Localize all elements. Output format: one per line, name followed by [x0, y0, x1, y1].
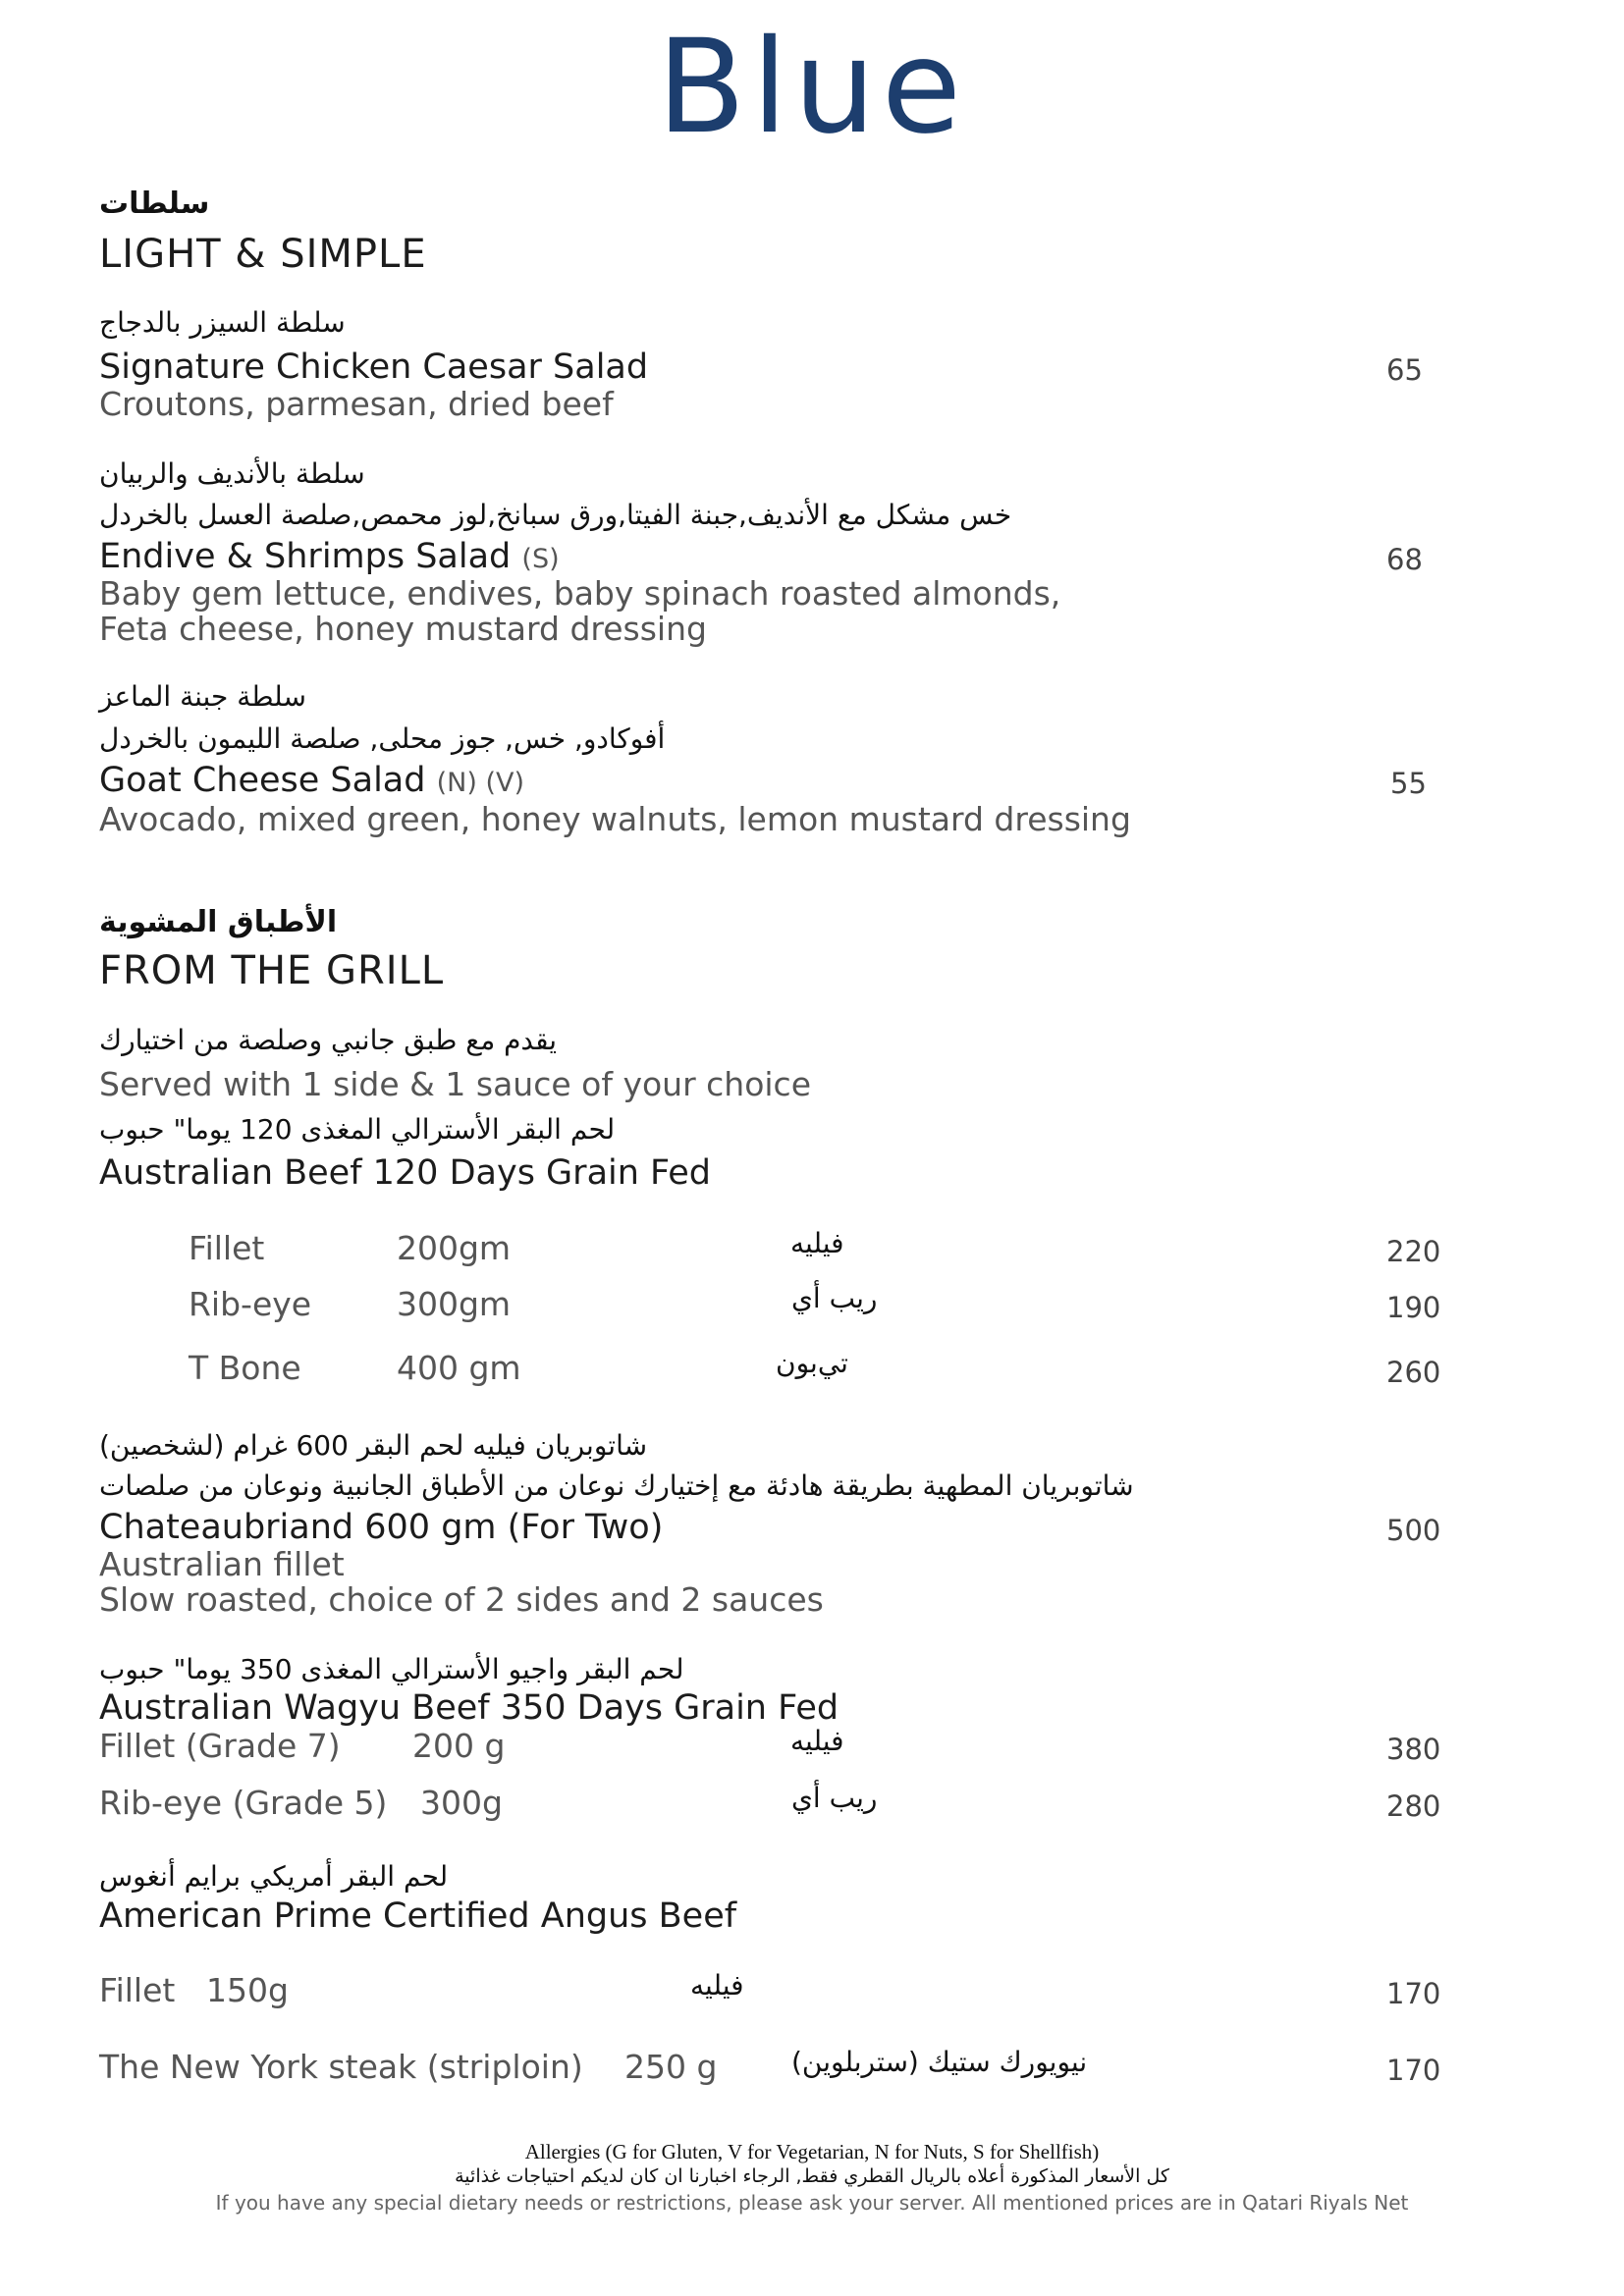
cut-name: Rib-eye — [189, 1285, 312, 1323]
item-description: Australian fillet — [99, 1545, 345, 1583]
allergen-tag: (N) (V) — [436, 768, 524, 798]
cut-name: The New York steak (striploin) — [99, 2048, 583, 2086]
item-name: Chateaubriand 600 gm (For Two) — [99, 1508, 664, 1547]
cut-price: 220 — [1386, 1235, 1441, 1268]
cut-name: Fillet — [189, 1229, 265, 1267]
cut-weight: 400 gm — [397, 1349, 521, 1387]
cut-price: 170 — [1386, 2054, 1441, 2087]
section-title-salads: LIGHT & SIMPLE — [99, 232, 427, 277]
item-name: Signature Chicken Caesar Salad — [99, 347, 649, 387]
item-name-ar: سلطة جبنة الماعز — [99, 680, 306, 713]
subsection-title: Australian Beef 120 Days Grain Fed — [99, 1153, 712, 1193]
item-price: 55 — [1390, 767, 1427, 800]
item-name-ar: سلطة السيزر بالدجاج — [99, 306, 346, 339]
cut-name-ar: فيليه — [790, 1227, 844, 1259]
item-name-ar: شاتوبريان فيليه لحم البقر 600 غرام (لشخصين) — [99, 1429, 648, 1462]
item-price: 68 — [1386, 543, 1423, 576]
item-name-text: Endive & Shrimps Salad — [99, 537, 512, 576]
footer-note-ar-text: كل الأسعار المذكورة أعلاه بالريال القطري فقط, الرجاء اخبارنا ان كان لديكم احتياجات غذائية — [455, 2165, 1169, 2187]
cut-name: T Bone — [189, 1349, 301, 1387]
subsection-title-ar: لحم البقر واجيو الأسترالي المغذى 350 يوما" حبوب — [99, 1653, 684, 1685]
cut-name: Fillet — [99, 1971, 176, 2009]
item-name-text: Goat Cheese Salad — [99, 761, 426, 800]
cut-weight: 200gm — [397, 1229, 512, 1267]
cut-price: 280 — [1386, 1789, 1441, 1823]
grill-note-ar: يقدم مع طبق جانبي وصلصة من اختيارك — [99, 1024, 558, 1056]
item-description: Feta cheese, honey mustard dressing — [99, 610, 707, 648]
item-description: Avocado, mixed green, honey walnuts, lemon mustard dressing — [99, 800, 1131, 838]
footer-note: If you have any special dietary needs or restrictions, please ask your server. All mentioned prices are in Qatari Riyals Net — [215, 2191, 1409, 2215]
cut-price: 260 — [1386, 1356, 1441, 1389]
item-description: Croutons, parmesan, dried beef — [99, 385, 614, 423]
cut-weight: 150g — [206, 1971, 289, 2009]
item-description-ar: أفوكادو, خس, جوز محلى, صلصة الليمون بالخردل — [99, 722, 666, 755]
grill-note: Served with 1 side & 1 sauce of your choice — [99, 1065, 812, 1103]
item-name — [99, 761, 524, 800]
item-name-ar: سلطة بالأنديف والربيان — [99, 457, 365, 490]
cut-price: 380 — [1386, 1733, 1441, 1766]
section-title-ar-salads: سلطات — [99, 187, 210, 221]
cut-name-ar: ريب أي — [791, 1282, 878, 1314]
subsection-title-ar: لحم البقر أمريكي برايم أنغوس — [99, 1860, 449, 1893]
cut-name: Rib-eye (Grade 5) — [99, 1784, 388, 1822]
item-price: 500 — [1386, 1514, 1441, 1547]
item-name — [99, 537, 560, 576]
cut-name-ar: ريب أي — [791, 1782, 878, 1814]
section-title-ar-grill: الأطباق المشوية — [99, 905, 338, 939]
item-description-ar: خس مشكل مع الأنديف,جبنة الفيتا,ورق سبانخ,لوز محمص,صلصة العسل بالخردل — [99, 499, 1012, 531]
cut-name-ar: تي‌بون — [776, 1347, 848, 1379]
cut-name-ar: فيليه — [690, 1969, 744, 2002]
subsection-title: Australian Wagyu Beef 350 Days Grain Fed — [99, 1688, 839, 1728]
section-title-grill: FROM THE GRILL — [99, 948, 445, 993]
cut-weight: 300gm — [397, 1285, 512, 1323]
cut-weight: 200 g — [412, 1727, 506, 1765]
restaurant-logo: Blue — [656, 12, 968, 163]
cut-price: 190 — [1386, 1291, 1441, 1324]
allergies-legend: Allergies (G for Gluten, V for Vegetarian, N for Nuts, S for Shellfish) — [524, 2140, 1100, 2163]
subsection-title: American Prime Certified Angus Beef — [99, 1896, 737, 1936]
allergen-tag: (S) — [521, 544, 560, 574]
item-description: Baby gem lettuce, endives, baby spinach roasted almonds, — [99, 574, 1061, 613]
cut-name: Fillet (Grade 7) — [99, 1727, 341, 1765]
subsection-title-ar: لحم البقر الأسترالي المغذى 120 يوما" حبوب — [99, 1113, 616, 1146]
cut-weight: 250 g — [624, 2048, 718, 2086]
cut-price: 170 — [1386, 1977, 1441, 2010]
item-price: 65 — [1386, 353, 1423, 387]
item-description-ar: شاتوبريان المطهية بطريقة هادئة مع إختيارك نوعان من الأطباق الجانبية ونوعان من صلصات — [99, 1469, 1134, 1502]
cut-name-ar: فيليه — [790, 1725, 844, 1757]
cut-weight: 300g — [420, 1784, 503, 1822]
footer-note-ar — [0, 2165, 1624, 2187]
item-description: Slow roasted, choice of 2 sides and 2 sauces — [99, 1580, 824, 1619]
cut-name-ar: نيويورك ستيك (ستربلوين) — [791, 2046, 1088, 2078]
